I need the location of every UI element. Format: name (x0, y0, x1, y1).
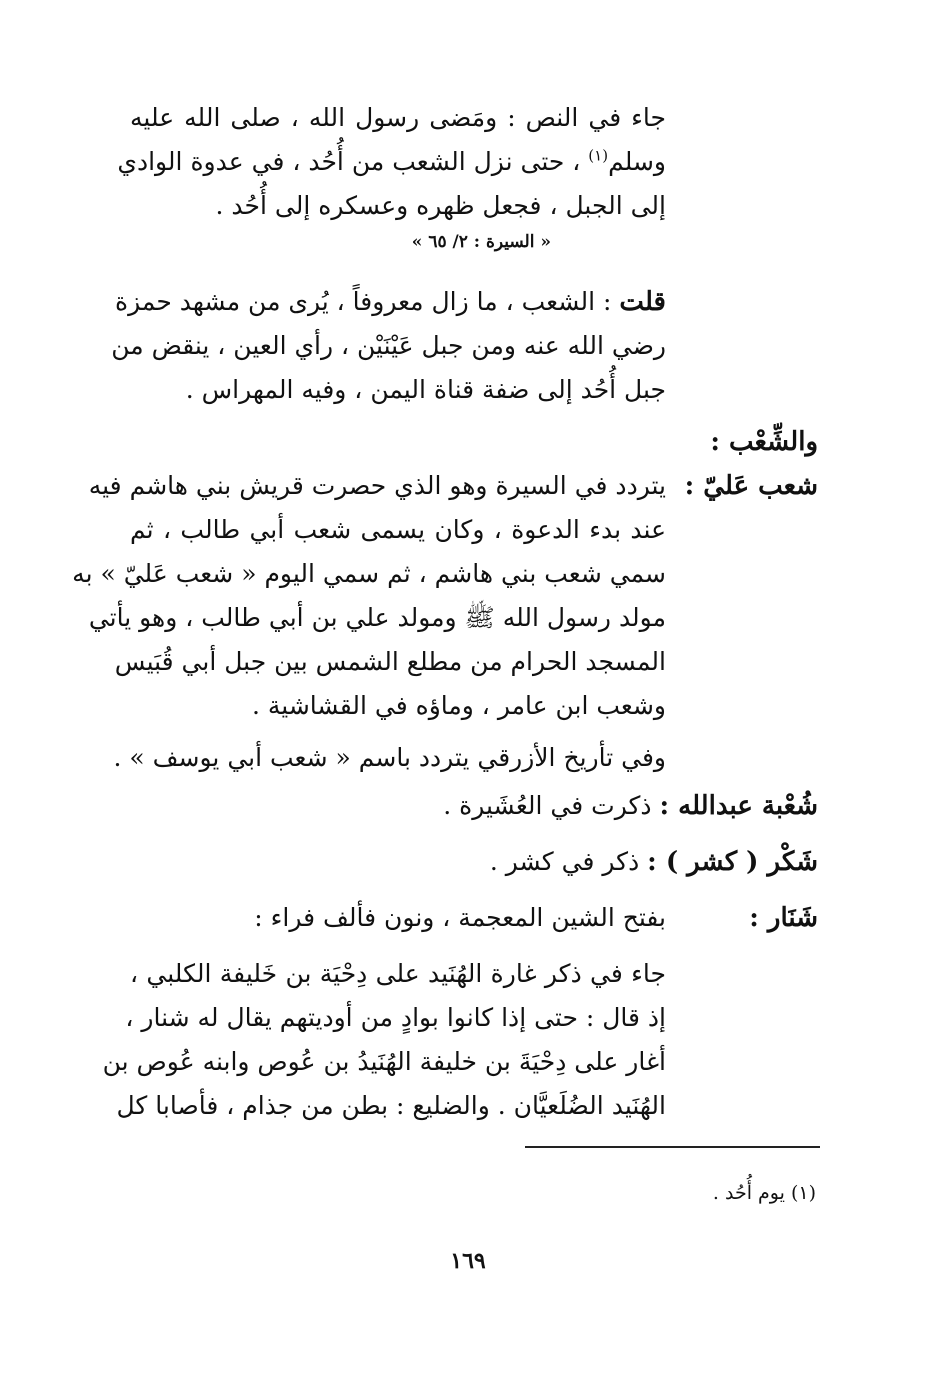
shiab-ali-line-3: سمي شعب بني هاشم ، ثم سمي اليوم « شعب عَليّ » به (72, 559, 666, 588)
shiab-ali-line-6: وشعب ابن عامر ، وماؤه في القشاشية . (252, 691, 666, 720)
footnote: (١) يوم أُحُد . (712, 1182, 816, 1204)
shiab-ali-line-2: عند بدء الدعوة ، وكان يسمى شعب أبي طالب ، ثم (130, 515, 666, 544)
para1-line-1: جاء في النص : ومَضى رسول الله ، صلى الله عليه (130, 103, 666, 132)
shanar-line-3: أغار على دِحْيَةَ بن خليفة الهُنَيدُ بن عُوص وابنه عُوص بن (102, 1047, 666, 1076)
term-shuba: شُعْبة عبدالله : (659, 791, 818, 821)
shanar-text: بفتح الشين المعجمة ، ونون فألف فراء : (254, 903, 666, 932)
entry-shakr (490, 840, 818, 884)
shiab-ali-line-4: مولد رسول الله ﷺ ومولد علي بن أبي طالب ، وهو يأتي (88, 603, 666, 632)
para2-line-2: رضي الله عنه ومن جبل عَيْنَيْن ، رأي العين ، ينقض من (111, 331, 666, 360)
shuba-text: ذكرت في العُشَيرة . (443, 791, 652, 820)
para1-line-2 (117, 140, 666, 184)
shiab-ali-line-5: المسجد الحرام من مطلع الشمس بين جبل أبي قُبَيس (114, 647, 666, 676)
shakr-text: ذكر في كشر . (489, 847, 640, 876)
footnote-divider (525, 1146, 820, 1148)
para2-line-3: جبل أُحُد إلى ضفة قناة اليمن ، وفيه المهراس . (185, 375, 666, 404)
source-reference: « السيرة : ٢/ ٦٥ » (411, 232, 551, 252)
term-shanar: شَنَار : (749, 903, 818, 933)
page-number: ١٦٩ (450, 1248, 486, 1274)
shanar-line-1: جاء في ذكر غارة الهُنَيد على دِحْيَة بن خَليفة الكلبي ، (130, 959, 666, 988)
shiab-ali-line-1: يتردد في السيرة وهو الذي حصرت قريش بني هاشم فيه (88, 471, 666, 500)
para2-line-1 (115, 280, 666, 324)
entry-shuba (443, 784, 818, 828)
shanar-line-4: الهُنَيد الضُلَعيَّان . والضليع : بطن من جذام ، فأصابا كل (116, 1091, 666, 1120)
para1-line-2b: ، حتى نزل الشعب من أُحُد ، في عدوة الوادي (117, 147, 581, 176)
para1-line-3: إلى الجبل ، فجعل ظهره وعسكره إلى أُحُد . (215, 191, 666, 220)
term-shakr: شَكْر ( كشر ) : (647, 847, 818, 877)
shanar-line-2: إذ قال : حتى إذا كانوا بوادٍ من أوديتهم يقال له شنار ، (125, 1003, 666, 1032)
heading-shiab: والشِّعْب : (710, 427, 818, 457)
para2-line-1-text: : الشعب ، ما زال معروفاً ، يُرى من مشهد حمزة (115, 287, 612, 316)
para1-line-2a: وسلم (608, 147, 666, 176)
term-shiab-ali: شعب عَليّ : (684, 471, 818, 501)
para2-lead: قلت (619, 287, 666, 317)
footnote-marker: (١) (588, 146, 609, 165)
shiab-ali-extra: وفي تأريخ الأزرقي يتردد باسم « شعب أبي يوسف » . (113, 743, 666, 772)
